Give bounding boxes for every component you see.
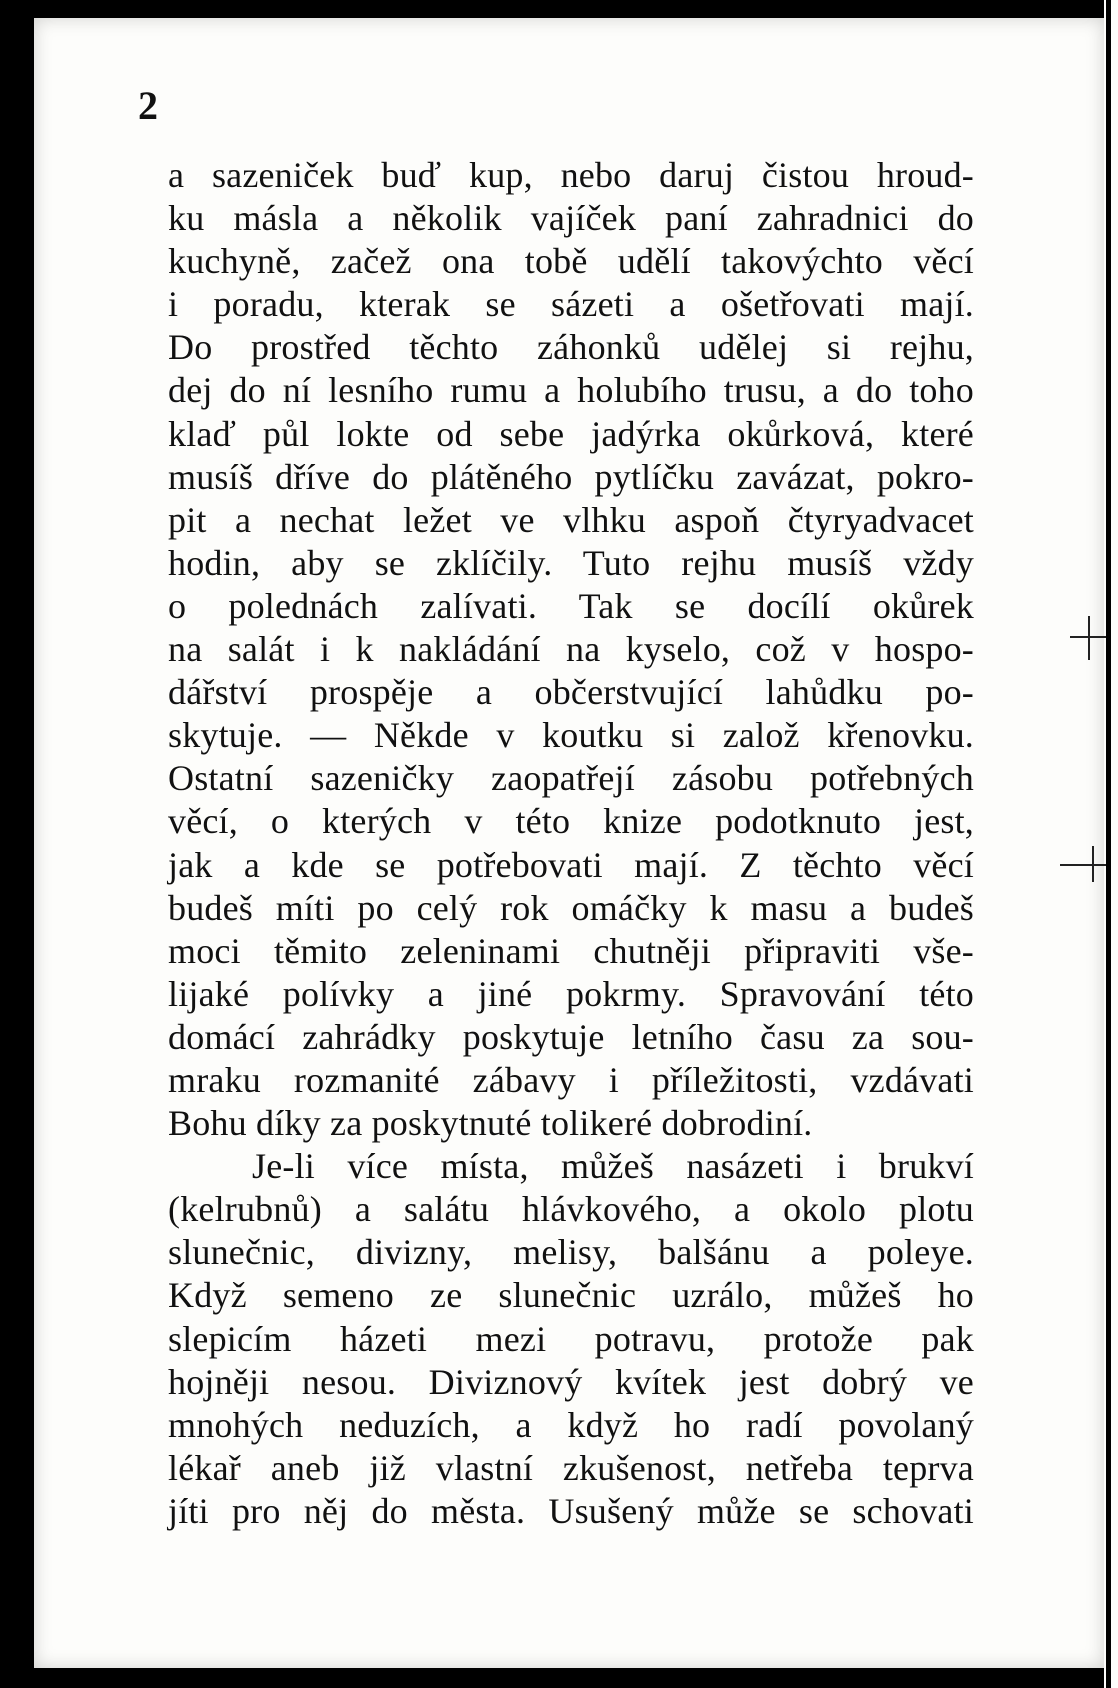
text-line: dej do ní lesního rumu a holubího trusu, a do toho — [168, 370, 974, 411]
text-line: i poradu, kterak se sázeti a ošetřovati mají. — [168, 284, 974, 325]
text-line: Bohu díky za poskytnuté tolikeré dobrodiní. — [168, 1103, 813, 1144]
text-line: jak a kde se potřebovati mají. Z těchto věcí — [168, 844, 974, 885]
text-line: mnohých neduzích, a když ho radí povolaný — [168, 1404, 974, 1445]
text-line: jíti pro něj do města. Usušený může se schovati — [168, 1490, 974, 1531]
text-line: domácí zahrádky poskytuje letního času za sou- — [168, 1016, 974, 1057]
text-line: o polednách zalívati. Tak se docílí okůrek — [168, 585, 974, 626]
text-line: hodin, aby se zklíčily. Tuto rejhu musíš vždy — [168, 542, 974, 583]
text-line: pit a nechat ležet ve vlhku aspoň čtyryadvacet — [168, 499, 974, 540]
text-line: ku másla a několik vajíček paní zahradnici do — [168, 198, 974, 239]
page-number: 2 — [138, 83, 158, 128]
text-line: Ostatní sazeničky zaopatřejí zásobu potřebných — [168, 758, 974, 799]
margin-mark — [1088, 616, 1090, 660]
text-line: kuchyně, začež ona tobě udělí takovýchto věcí — [168, 241, 974, 282]
text-line: věcí, o kterých v této knize podotknuto jest, — [168, 801, 974, 842]
text-line: Když semeno ze slunečnic uzrálo, můžeš ho — [168, 1275, 974, 1316]
text-line: lijaké polívky a jiné pokrmy. Spravování této — [168, 973, 974, 1014]
margin-mark — [1092, 846, 1094, 882]
text-line: klaď půl lokte od sebe jadýrka okůrková, které — [168, 413, 974, 454]
text-line: Je-li více místa, můžeš nasázeti i brukví — [252, 1146, 974, 1187]
text-line: skytuje. — Někde v koutku si založ křenovku. — [168, 715, 974, 756]
text-line: slepicím házeti mezi potravu, protože pak — [168, 1318, 974, 1359]
text-line: lékař aneb již vlastní zkušenost, netřeba teprva — [168, 1447, 974, 1488]
text-line: Do prostřed těchto záhonků udělej si rejhu, — [168, 327, 974, 368]
body-text — [168, 154, 974, 1533]
text-line: moci těmito zeleninami chutněji připraviti vše- — [168, 930, 974, 971]
text-line: musíš dříve do plátěného pytlíčku zavázat, pokro- — [168, 456, 974, 497]
text-line: (kelrubnů) a salátu hlávkového, a okolo plotu — [168, 1189, 974, 1230]
text-line: dářství prospěje a občerstvující lahůdku po- — [168, 672, 974, 713]
text-line: mraku rozmanité zábavy i příležitosti, vzdávati — [168, 1059, 974, 1100]
text-line: budeš míti po celý rok omáčky k masu a budeš — [168, 887, 974, 928]
binding-rule — [1106, 0, 1111, 1688]
text-line: slunečnic, divizny, melisy, balšánu a poleye. — [168, 1232, 974, 1273]
text-line: a sazeniček buď kup, nebo daruj čistou hroud- — [168, 155, 974, 195]
margin-mark — [1060, 864, 1106, 866]
text-line: hojněji nesou. Diviznový kvítek jest dobrý ve — [168, 1361, 974, 1402]
text-line: na salát i k nakládání na kyselo, což v hospo- — [168, 629, 974, 670]
